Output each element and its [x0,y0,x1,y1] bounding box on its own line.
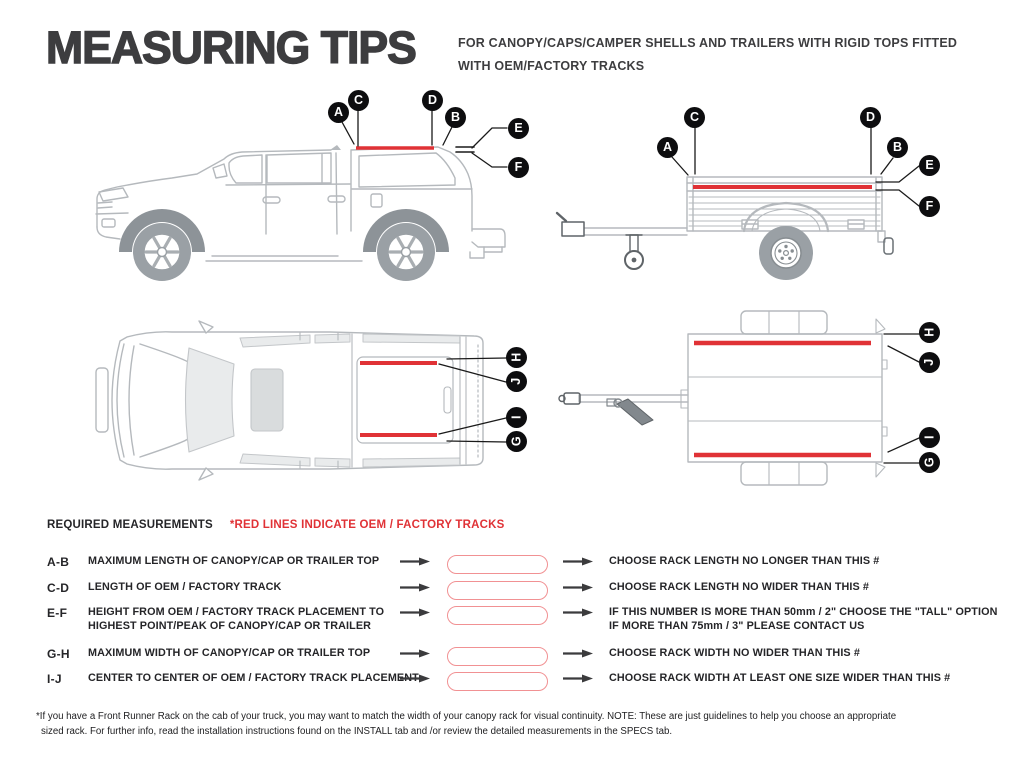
subtitle-line-1: FOR CANOPY/CAPS/CAMPER SHELLS AND TRAILERS WITH RIGID TOPS FITTED [458,36,958,50]
arrow-right-icon [563,674,593,683]
measurement-label: MAXIMUM WIDTH OF CANOPY/CAP OR TRAILER TOP [88,647,371,659]
measurements-heading: REQUIRED MEASUREMENTS [47,519,213,531]
measurement-label: MAXIMUM LENGTH OF CANOPY/CAP OR TRAILER TOP [88,555,380,567]
factory-track-lines-trailer-top [694,343,871,455]
measurements-heading-row [47,519,505,531]
label-badge-truck-side-f: F [508,157,529,178]
truck-top-view-drawing [96,321,483,480]
label-badge-trailer-top-h: H [919,322,940,343]
page-subtitle [458,32,957,77]
trailer-side-view-drawing [557,177,893,280]
footnote [36,710,896,739]
arrow-right-icon [400,608,430,617]
arrow-right-icon [400,674,430,683]
measurement-entry-box [447,581,548,600]
label-badge-trailer-top-g: G [919,452,940,473]
measurement-entry-box [447,606,548,625]
trailer-top-view-drawing [559,311,887,485]
label-badge-trailer-top-j: J [919,352,940,373]
label-badge-trailer-side-c: C [684,107,705,128]
page-title: MEASURING TIPS [46,22,416,73]
label-badge-trailer-side-d: D [860,107,881,128]
label-badge-truck-side-e: E [508,118,529,139]
trailer-top-leader-lines [884,334,919,463]
label-badge-truck-top-j: J [506,371,527,392]
label-badge-trailer-side-a: A [657,137,678,158]
measurement-guidance: IF THIS NUMBER IS MORE THAN 50mm / 2" CHOOSE THE "TALL" OPTION IF MORE THAN 75mm / 3" PLEASE CONTACT US [609,606,998,632]
label-badge-trailer-side-f: F [919,196,940,217]
label-badge-trailer-side-b: B [887,137,908,158]
measurement-label: HEIGHT FROM OEM / FACTORY TRACK PLACEMENT TO HIGHEST POINT/PEAK OF CANOPY/CAP OR TRAILER [88,606,385,632]
truck-side-view-drawing [96,145,505,281]
measurement-entry-box [447,672,548,691]
measurement-guidance: CHOOSE RACK LENGTH NO LONGER THAN THIS # [609,555,880,567]
trailer-side-leader-lines [672,128,919,206]
measurement-label: CENTER TO CENTER OF OEM / FACTORY TRACK PLACEMENT [88,672,419,684]
measurement-guidance: CHOOSE RACK WIDTH NO WIDER THAN THIS # [609,647,860,659]
arrow-right-icon [563,557,593,566]
label-badge-trailer-side-e: E [919,155,940,176]
measurement-row-cd [47,581,1016,600]
footnote-line-1: *If you have a Front Runner Rack on the cab of your truck, you may want to match the width of your canopy rack for visual continuity. NOTE: These are just guidelines to help you choose an appropriate [36,711,897,722]
measurement-id: I-J [47,672,62,686]
measurement-entry-box [447,647,548,666]
label-badge-trailer-top-i: I [919,427,940,448]
measurement-row-ij [47,672,1016,691]
label-badge-truck-side-c: C [348,90,369,111]
label-badge-truck-top-g: G [506,431,527,452]
red-lines-note: *RED LINES INDICATE OEM / FACTORY TRACKS [229,519,505,531]
label-badge-truck-top-h: H [506,347,527,368]
measurement-row-ef [47,606,1016,633]
measurement-id: C-D [47,581,70,595]
truck-side-leader-lines [342,111,507,167]
arrow-right-icon [563,608,593,617]
factory-track-lines-truck-top [360,363,437,435]
arrow-right-icon [400,557,430,566]
measurement-id: G-H [47,647,70,661]
label-badge-truck-top-i: I [506,407,527,428]
footnote-line-2: sized rack. For further info, read the installation instructions found on the INSTALL tab and /or review the detailed measurements in the SPECS tab. [41,725,673,737]
measurement-row-ab [47,555,1016,574]
arrow-right-icon [563,649,593,658]
measurement-id: E-F [47,606,68,620]
measurement-guidance: CHOOSE RACK LENGTH NO WIDER THAN THIS # [609,581,870,593]
subtitle-line-2: WITH OEM/FACTORY TRACKS [458,58,645,73]
measurement-entry-box [447,555,548,574]
label-badge-truck-side-b: B [445,107,466,128]
arrow-right-icon [400,583,430,592]
label-badge-truck-side-a: A [328,102,349,123]
measurement-guidance: CHOOSE RACK WIDTH AT LEAST ONE SIZE WIDER THAN THIS # [609,672,951,684]
measurement-row-gh [47,647,1016,666]
arrow-right-icon [563,583,593,592]
measurement-label: LENGTH OF OEM / FACTORY TRACK [88,581,282,593]
truck-top-leader-lines [439,358,506,442]
arrow-right-icon [400,649,430,658]
label-badge-truck-side-d: D [422,90,443,111]
measurement-id: A-B [47,555,70,569]
